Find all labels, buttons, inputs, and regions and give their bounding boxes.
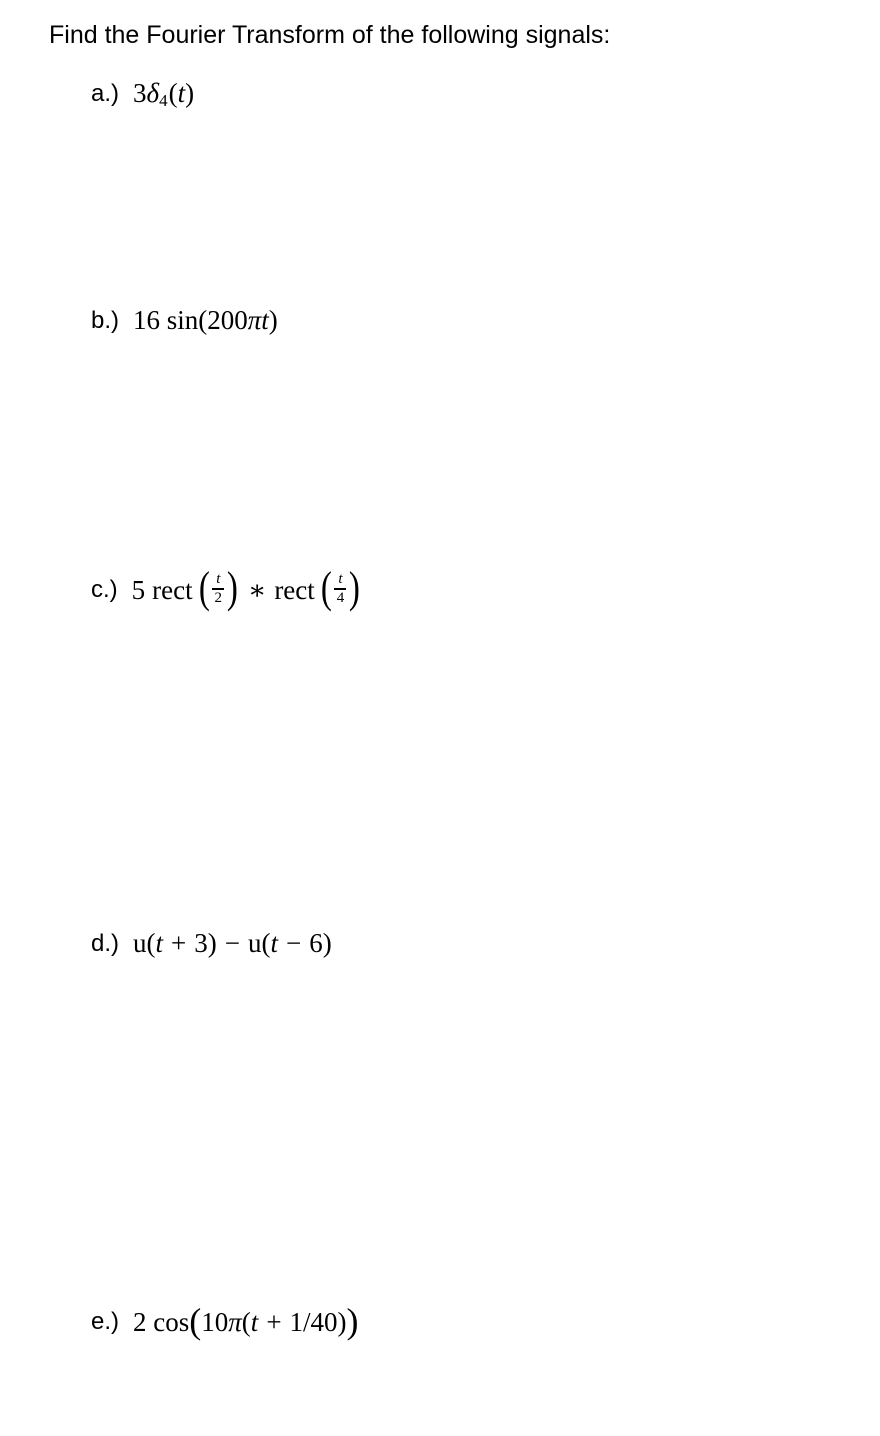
paren-open: ( [320,563,332,612]
pi-t: πt [247,305,269,335]
paren-open: ( [241,1306,251,1337]
convolution-operator: ∗ [247,574,267,605]
fraction-denominator: 4 [336,589,345,606]
subscript: 4 [159,90,168,110]
problem-d [91,928,332,959]
coefficient: 3 [133,78,147,108]
variable-t: t [177,78,186,108]
fraction-denominator: 2 [214,589,223,606]
math-expression [133,1301,359,1341]
problem-label: b.) [91,306,120,334]
constant: 6) [309,928,332,958]
expression-lead: 2 cos [133,1306,190,1337]
plus-operator: + [266,1306,282,1337]
problem-label: d.) [91,929,120,957]
problem-b [91,305,278,336]
paren-close: ) [185,78,195,108]
variable-t: t [155,928,164,958]
constant: 10 [201,1306,229,1337]
minus-operator: − [224,928,240,958]
step-function: u( [248,928,271,958]
expression-lead: 16 sin(200 [133,305,248,335]
problem-label: c.) [91,576,118,603]
paren-close: ) [268,305,278,335]
paren-close: ) [349,563,361,612]
math-expression [133,78,194,109]
variable-t: t [250,1306,259,1337]
fraction-numerator: t [338,571,343,588]
problem-e [91,1301,359,1341]
paren-open: ( [189,1301,202,1341]
pi-symbol: π [228,1306,242,1337]
page-title: Find the Fourier Transform of the following signals: [49,21,611,49]
paren-open: ( [198,563,210,612]
plus-operator: + [171,928,187,958]
coefficient: 5 [131,574,146,605]
rect-function: rect [152,574,193,605]
problem-label: a.) [91,79,120,107]
fraction [212,572,224,605]
math-expression [131,563,362,612]
paren-close: ) [346,1301,359,1341]
problem-a [91,78,194,109]
paren-open: ( [168,78,178,108]
minus-operator: − [286,928,302,958]
problem-label: e.) [91,1308,120,1335]
variable-t: t [270,928,279,958]
fraction-numerator: t [216,571,221,588]
math-expression [133,305,278,336]
step-function: u( [133,928,156,958]
paren-close: ) [227,563,239,612]
problem-c [91,563,362,612]
fraction-term: 1/40) [289,1306,347,1337]
constant: 3) [194,928,217,958]
delta-symbol: δ [146,78,160,108]
fraction [334,572,346,605]
math-expression [133,928,332,959]
rect-function: rect [274,574,315,605]
